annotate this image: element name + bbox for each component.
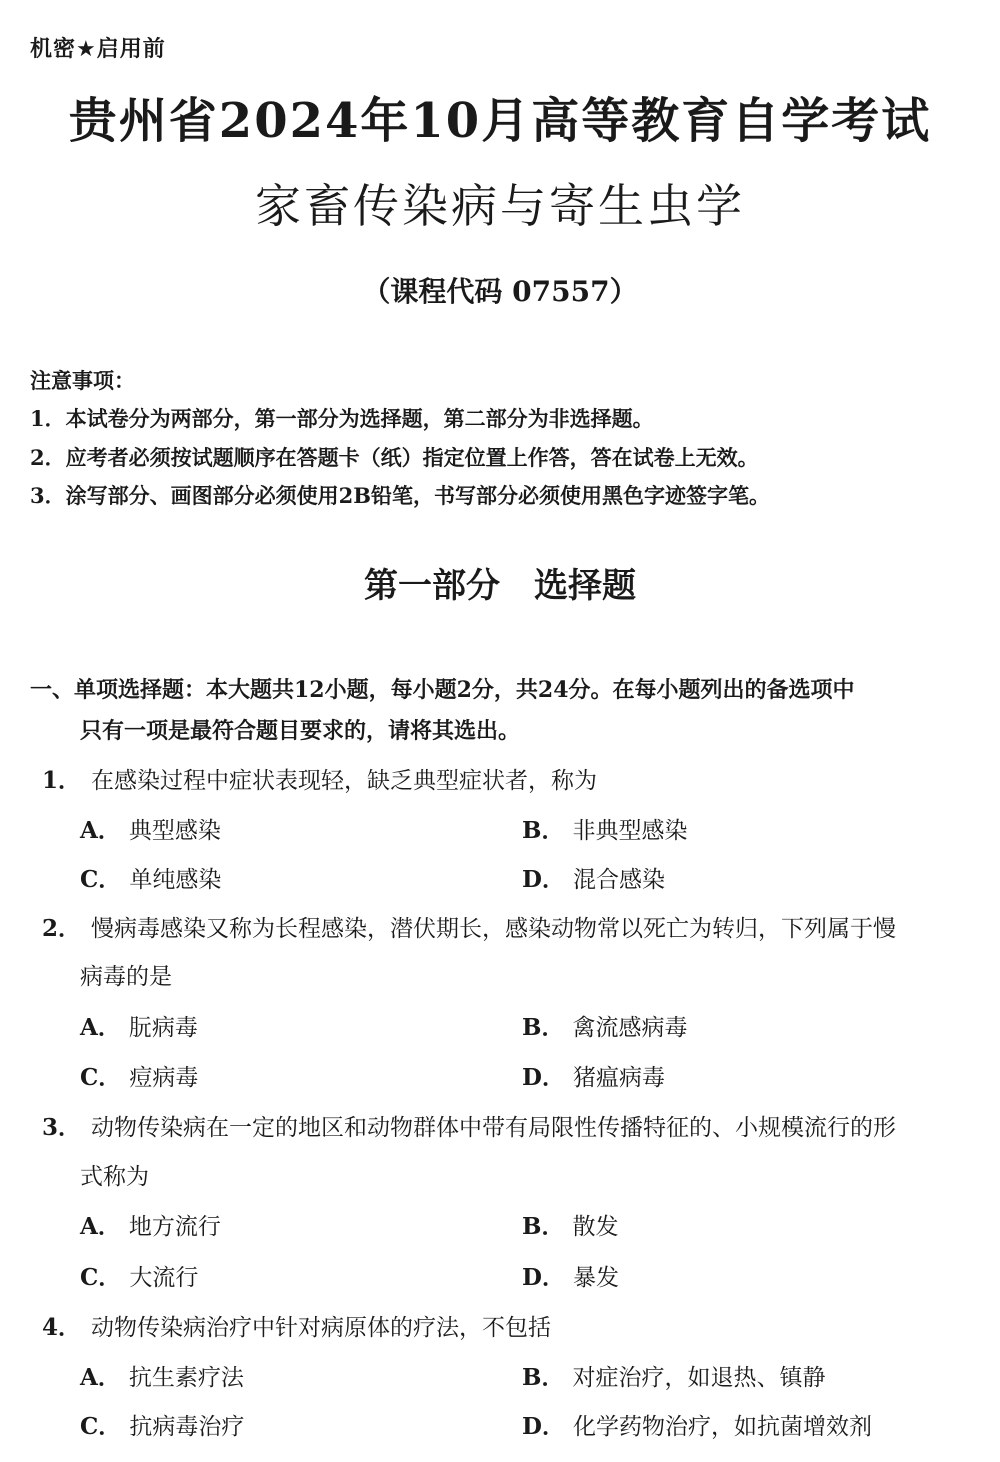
option-d: D． 混合感染 xyxy=(522,866,665,893)
option-a: A． 典型感染 xyxy=(80,817,221,844)
question-number: 4． xyxy=(42,1314,82,1341)
option-a: A． 地方流行 xyxy=(80,1213,221,1240)
question-text: 动物传染病治疗中针对病原体的疗法，不包括 xyxy=(91,1315,552,1341)
notice-title: 注意事项： xyxy=(30,369,135,393)
secret-mark: 机密★启用前 xyxy=(30,37,166,62)
question-number: 3． xyxy=(42,1114,82,1141)
question-1-stem xyxy=(42,762,972,795)
question-2-continuation: 病毒的是 xyxy=(80,964,172,990)
option-b: B． 散发 xyxy=(522,1213,619,1240)
option-d: D． 暴发 xyxy=(522,1264,619,1291)
question-4-stem xyxy=(42,1309,972,1342)
notice-item: 3．涂写部分、画图部分必须使用2B铅笔，书写部分必须使用黑色字迹签字笔。 xyxy=(30,483,770,508)
question-2-stem xyxy=(42,910,972,943)
section-heading-line2: 只有一项是最符合题目要求的，请将其选出。 xyxy=(80,718,521,744)
question-number: 2． xyxy=(42,915,82,942)
question-3-stem xyxy=(42,1109,972,1142)
option-c: C． 大流行 xyxy=(80,1264,199,1291)
option-a: A． 朊病毒 xyxy=(80,1014,198,1041)
option-b: B． 禽流感病毒 xyxy=(522,1014,688,1041)
option-a: A． 抗生素疗法 xyxy=(80,1364,244,1391)
option-b: B． 对症治疗，如退热、镇静 xyxy=(522,1364,826,1391)
question-text: 动物传染病在一定的地区和动物群体中带有局限性传播特征的、小规模流行的形 xyxy=(91,1115,897,1141)
option-b: B． 非典型感染 xyxy=(522,817,688,844)
subject-title: 家畜传染病与寄生虫学 xyxy=(255,179,745,233)
question-number: 1． xyxy=(42,767,82,794)
part-title: 第一部分 选择题 xyxy=(364,566,636,606)
question-text: 慢病毒感染又称为长程感染，潜伏期长，感染动物常以死亡为转归，下列属于慢 xyxy=(91,916,897,942)
question-text: 在感染过程中症状表现轻，缺乏典型症状者，称为 xyxy=(91,768,598,794)
option-d: D． 猪瘟病毒 xyxy=(522,1064,665,1091)
option-d: D． 化学药物治疗，如抗菌增效剂 xyxy=(522,1413,872,1440)
notice-item: 1．本试卷分为两部分，第一部分为选择题，第二部分为非选择题。 xyxy=(30,406,654,431)
course-code: （课程代码 07557） xyxy=(362,275,638,308)
question-3-continuation: 式称为 xyxy=(80,1164,149,1190)
option-c: C． 痘病毒 xyxy=(80,1064,199,1091)
section-heading-line1: 一、单项选择题：本大题共12小题，每小题2分，共24分。在每小题列出的备选项中 xyxy=(30,677,855,703)
notice-item: 2．应考者必须按试题顺序在答题卡（纸）指定位置上作答，答在试卷上无效。 xyxy=(30,445,759,470)
option-c: C． 抗病毒治疗 xyxy=(80,1413,245,1440)
exam-title: 贵州省2024年10月高等教育自学考试 xyxy=(68,93,932,149)
option-c: C． 单纯感染 xyxy=(80,866,222,893)
